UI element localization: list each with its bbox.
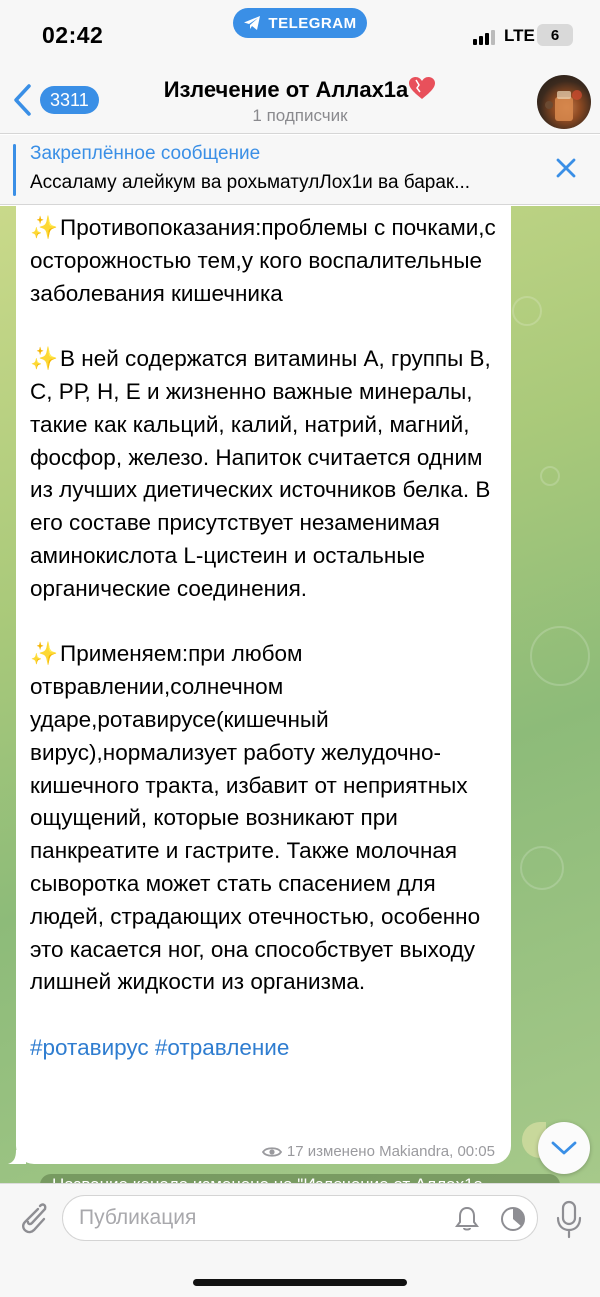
sparkles-icon: ✨ (30, 641, 59, 667)
sparkles-icon: ✨ (30, 346, 59, 372)
channel-title: Излечение от Аллах1а (163, 77, 409, 102)
chat-area[interactable] (0, 206, 600, 1183)
status-time: 02:42 (42, 22, 104, 48)
chevron-down-icon (550, 1139, 578, 1157)
background-doodle (512, 296, 542, 326)
signal-icon (473, 30, 495, 45)
pinned-indicator (13, 144, 16, 196)
message-meta-text: 17 изменено Makiandra, 00:05 (286, 1143, 495, 1160)
hashtags-link[interactable]: #ротавирус #отравление (30, 1034, 290, 1060)
message-paragraph (30, 343, 497, 605)
background-doodle (520, 846, 564, 890)
close-icon[interactable] (553, 155, 579, 181)
battery-indicator: 6 (537, 24, 573, 46)
pinned-title: Закреплённое сообщение (30, 143, 261, 164)
home-indicator (193, 1279, 407, 1286)
telegram-pill-label: TELEGRAM (268, 14, 357, 32)
eye-icon (262, 1145, 282, 1159)
paragraph-text: В ней содержатся витамины А, группы В, С, РР, Н, Е и жизненно важные минералы, такие как кальций, калий, натрий, магний, фосфор, железо. Напиток считается одним из лучших диетических источников белка. В его составе присутствует незаменимая аминокислота L-цистеин и остальные органические соединения. (30, 346, 491, 601)
paragraph-text: Противопоказания:проблемы с почками,с осторожностью тем,у кого воспалительные заболевания кишечника (30, 215, 496, 306)
network-type: LTE (504, 26, 535, 45)
paragraph-text: Применяем:при любом отвравлении,солнечном ударе,ротавирусе(кишечный вирус),нормализует работу желудочно-кишечного тракта, избавит от неприятных ощущений, которые возникают при панкреатите и гастрите. Также молочная сыворотка может стать спасением для людей, страдающих отечностью, особенно это касается ног, она способствует выходу лишней жидкости из организма. (30, 641, 481, 995)
bubble-tail (6, 1150, 26, 1166)
publication-input[interactable] (79, 1196, 439, 1240)
message-field[interactable] (62, 1195, 538, 1241)
status-bar (0, 0, 600, 70)
chat-header (0, 70, 600, 134)
background-doodle (530, 626, 590, 686)
telegram-icon (243, 15, 261, 31)
message-meta (262, 1143, 495, 1160)
timer-icon[interactable] (499, 1205, 527, 1233)
input-bar (0, 1183, 600, 1297)
unread-count-badge: 3311 (40, 86, 99, 114)
background-doodle (540, 466, 560, 486)
microphone-icon[interactable] (554, 1200, 584, 1240)
bell-icon[interactable] (453, 1205, 481, 1233)
channel-avatar[interactable] (537, 75, 591, 129)
heart-icon (408, 76, 436, 100)
message-paragraph (30, 638, 497, 999)
pinned-text: Ассаламу алейкум ва рохьматулЛох1и ва барак... (30, 172, 471, 193)
subscriber-count: 1 подписчик (252, 106, 348, 125)
message-bubble[interactable] (16, 206, 511, 1164)
sparkles-icon: ✨ (30, 215, 59, 240)
channel-title-row[interactable] (0, 76, 600, 103)
scroll-down-button[interactable] (538, 1122, 590, 1174)
paperclip-icon[interactable] (14, 1200, 48, 1238)
avatar-image (537, 75, 591, 129)
message-paragraph (30, 212, 497, 310)
pinned-message-bar[interactable] (0, 135, 600, 205)
telegram-pill[interactable] (233, 8, 367, 38)
